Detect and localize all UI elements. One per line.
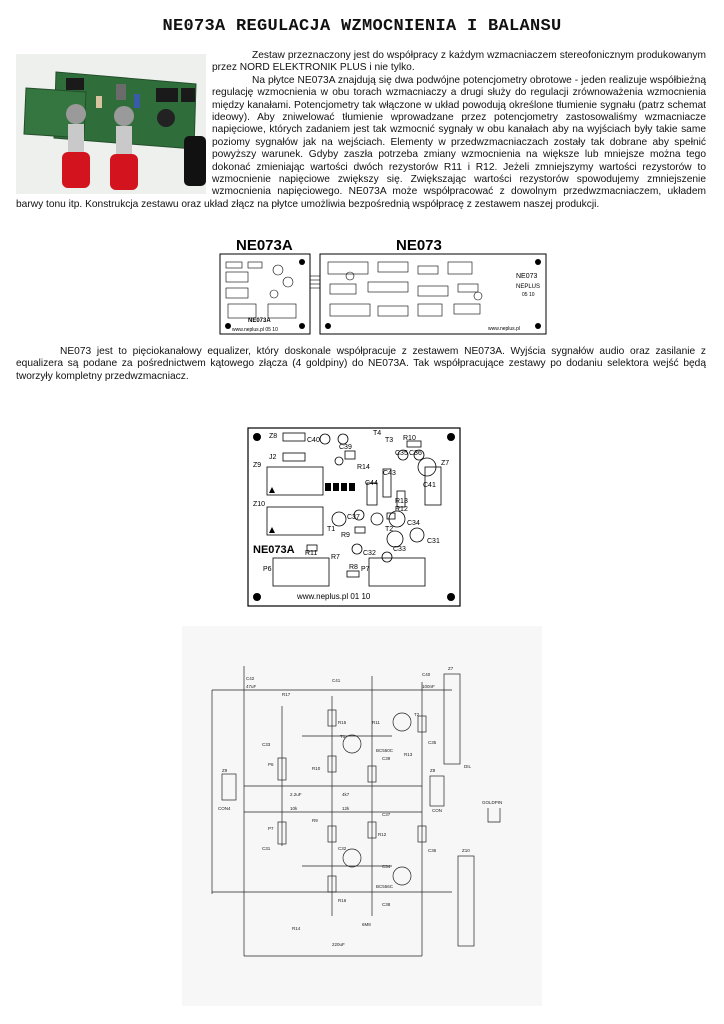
schematic-label: BC556C	[376, 884, 394, 889]
pcb-label: Z8	[269, 433, 278, 440]
schematic-label: CON	[432, 808, 442, 813]
schematic-label: C35	[428, 740, 437, 745]
schematic-label: 2.2uF	[290, 792, 302, 797]
pcb-label: T1	[327, 526, 336, 533]
schematic-label: Z10	[462, 848, 470, 853]
equalizer-text: NE073 jest to pięciokanałowy equalizer, który doskonale współpracuje z zestawem NE073A. Wyjścia sygnałów audio oraz zasilanie z equalizera są podane za pośrednictwem kątowego złącza (4 goldpiny) do NE073A. Tak współpracujące zestawy po dodaniu selektora wejść będą tworzyły kompletny przedwzmacniacz.	[16, 346, 706, 382]
schematic-label: P7	[268, 826, 274, 831]
schematic-label: R12	[378, 832, 387, 837]
pcb-label: C34	[407, 520, 420, 527]
pcb-label: R14	[357, 464, 370, 471]
pcb-brand: NE073A	[253, 544, 295, 556]
schematic-label: 47uF	[246, 684, 257, 689]
pcb-label: R11	[305, 550, 318, 557]
schematic-label: R11	[372, 720, 380, 725]
left-board-brand: NE073A	[248, 318, 271, 324]
intro-text	[16, 50, 706, 211]
schematic-label: C38	[382, 902, 391, 907]
pcb-label: R10	[403, 435, 416, 442]
schematic-label: C39	[382, 756, 391, 761]
pcb-label: C44	[365, 480, 378, 487]
schematic-label: R17	[282, 692, 291, 697]
schematic-label: R10	[312, 766, 321, 771]
page-title: NE073A REGULACJA WZMOCNIENIA I BALANSU	[162, 17, 562, 36]
schematic-label: 6M8	[362, 922, 371, 927]
schematic-label: C31	[262, 846, 271, 851]
schematic-label: R13	[404, 752, 413, 757]
schematic-label: R16	[338, 898, 347, 903]
schematic-label: T1	[340, 734, 346, 739]
board-layouts-figure	[218, 236, 550, 338]
schematic-label: C32	[338, 846, 347, 851]
schematic-label: Z7	[448, 666, 454, 671]
pcb-label: C43	[383, 470, 396, 477]
pcb-label: R8	[349, 564, 358, 571]
schematic-label: 4k7	[342, 792, 350, 797]
pcb-label: C40	[307, 437, 320, 444]
pcb-label: C37	[347, 514, 360, 521]
right-board-url: www.neplus.pl	[488, 326, 520, 332]
intro-paragraph-2: Na płytce NE073A znajdują się dwa podwójne potencjometry obrotowe - jeden realizuje współbieżną regulację wzmocnienia w obu torach wzmacniaczy a drugi służy do regulacji zrównoważenia wzmocnienia między kanałami. Potencjometry tak włączone w układ powodują określone tłumienie sygnału (patrz schemat ideowy). Aby zniwelować tłumienie wprowadzane przez potencjometry zastosowaliśmy wzmacniacze napięciowe, których zadaniem jest tak wzmocnić sygnały w obu kanałach aby na wyjściach były takie same poziomy sygnałów jak na wejściach. Elementy w przedwzmacniaczach zostały tak dobrane aby spełnić powyższy warunek. Gdyby zaszła potrzeba zmiany wzmocnienia na większe lub mniejsze można tego dokonać zmieniając wartości dwóch rezystorów R11 i R12. Jeżeli zmniejszymy wartości rezystorów to wzmocnienie napięciowe zwiększy się. Zwiększając wartości rezystorów spowodujemy zmniejszenie wzmocnienia napięciowego. NE073A może współpracować z dowolnym przedwzmacniaczem, układem barwy tonu itp. Konstrukcja zestawu oraz układ złącz na płytce umożliwia bezpośrednią współpracę z zestawem naszej produkcji.	[16, 74, 706, 210]
pcb-layout-figure	[247, 427, 461, 607]
schematic-label: C36	[428, 848, 437, 853]
schematic-label: 100nF	[422, 684, 435, 689]
schematic-label: Z9	[222, 768, 228, 773]
pcb-label: R7	[331, 554, 340, 561]
right-board-brand2: NEPLUS	[516, 284, 541, 290]
schematic-label: C40	[422, 672, 431, 677]
right-board-code: 05 10	[522, 292, 535, 298]
pcb-label: C35	[395, 450, 408, 457]
pcb-label: P6	[263, 566, 272, 573]
pcb-label: C39	[339, 444, 352, 451]
pcb-label: Z9	[253, 462, 262, 469]
schematic-label: Z8	[430, 768, 436, 773]
pcb-label: T2	[385, 526, 394, 533]
pcb-label: Z7	[441, 460, 450, 467]
schematic-label: 12k	[342, 806, 350, 811]
schematic-label: CON4	[218, 806, 231, 811]
pcb-label: R9	[341, 532, 350, 539]
schematic-label: GOLDPIN	[482, 800, 503, 805]
schematic-label: C34	[382, 864, 391, 869]
intro-paragraph-1: Zestaw przeznaczony jest do współpracy z każdym wzmacniaczem stereofonicznym produkowanym przez NORD ELEKTRONIK PLUS i nie tylko.	[212, 50, 706, 74]
pcb-label: R12	[395, 506, 408, 513]
schematic-label: R15	[338, 720, 347, 725]
pcb-label: J2	[269, 454, 277, 461]
pcb-label: T3	[385, 437, 394, 444]
pcb-label: Z10	[253, 501, 266, 508]
schematic-label: T2	[414, 712, 420, 717]
pcb-label: C31	[427, 538, 440, 545]
schematic-label: C37	[382, 812, 391, 817]
schematic-label: C33	[262, 742, 271, 747]
schematic-label: 10k	[290, 806, 298, 811]
board-label-right: NE073	[396, 237, 442, 254]
schematic-label: DIL	[464, 764, 472, 769]
pcb-label: T4	[373, 430, 382, 437]
pcb-label: C33	[393, 546, 406, 553]
pcb-label: C41	[423, 482, 436, 489]
schematic-label: C41	[332, 678, 341, 683]
schematic-label: R14	[292, 926, 301, 931]
right-board-brand: NE073	[516, 273, 538, 280]
schematic-label: R9	[312, 818, 318, 823]
schematic-label: C42	[246, 676, 255, 681]
schematic-label: BC550C	[376, 748, 394, 753]
pcb-label: P7	[361, 566, 370, 573]
pcb-label: R13	[395, 498, 408, 505]
pcb-label: C32	[363, 550, 376, 557]
board-label-left: NE073A	[236, 237, 293, 254]
left-board-url: www.neplus.pl 05 10	[232, 327, 278, 333]
pcb-label: C36	[409, 450, 422, 457]
pcb-url: www.neplus.pl 01 10	[297, 592, 371, 601]
schematic-label: 220uF	[332, 942, 345, 947]
schematic-label: P6	[268, 762, 274, 767]
schematic-figure	[182, 626, 542, 1006]
equalizer-paragraph	[16, 346, 706, 383]
